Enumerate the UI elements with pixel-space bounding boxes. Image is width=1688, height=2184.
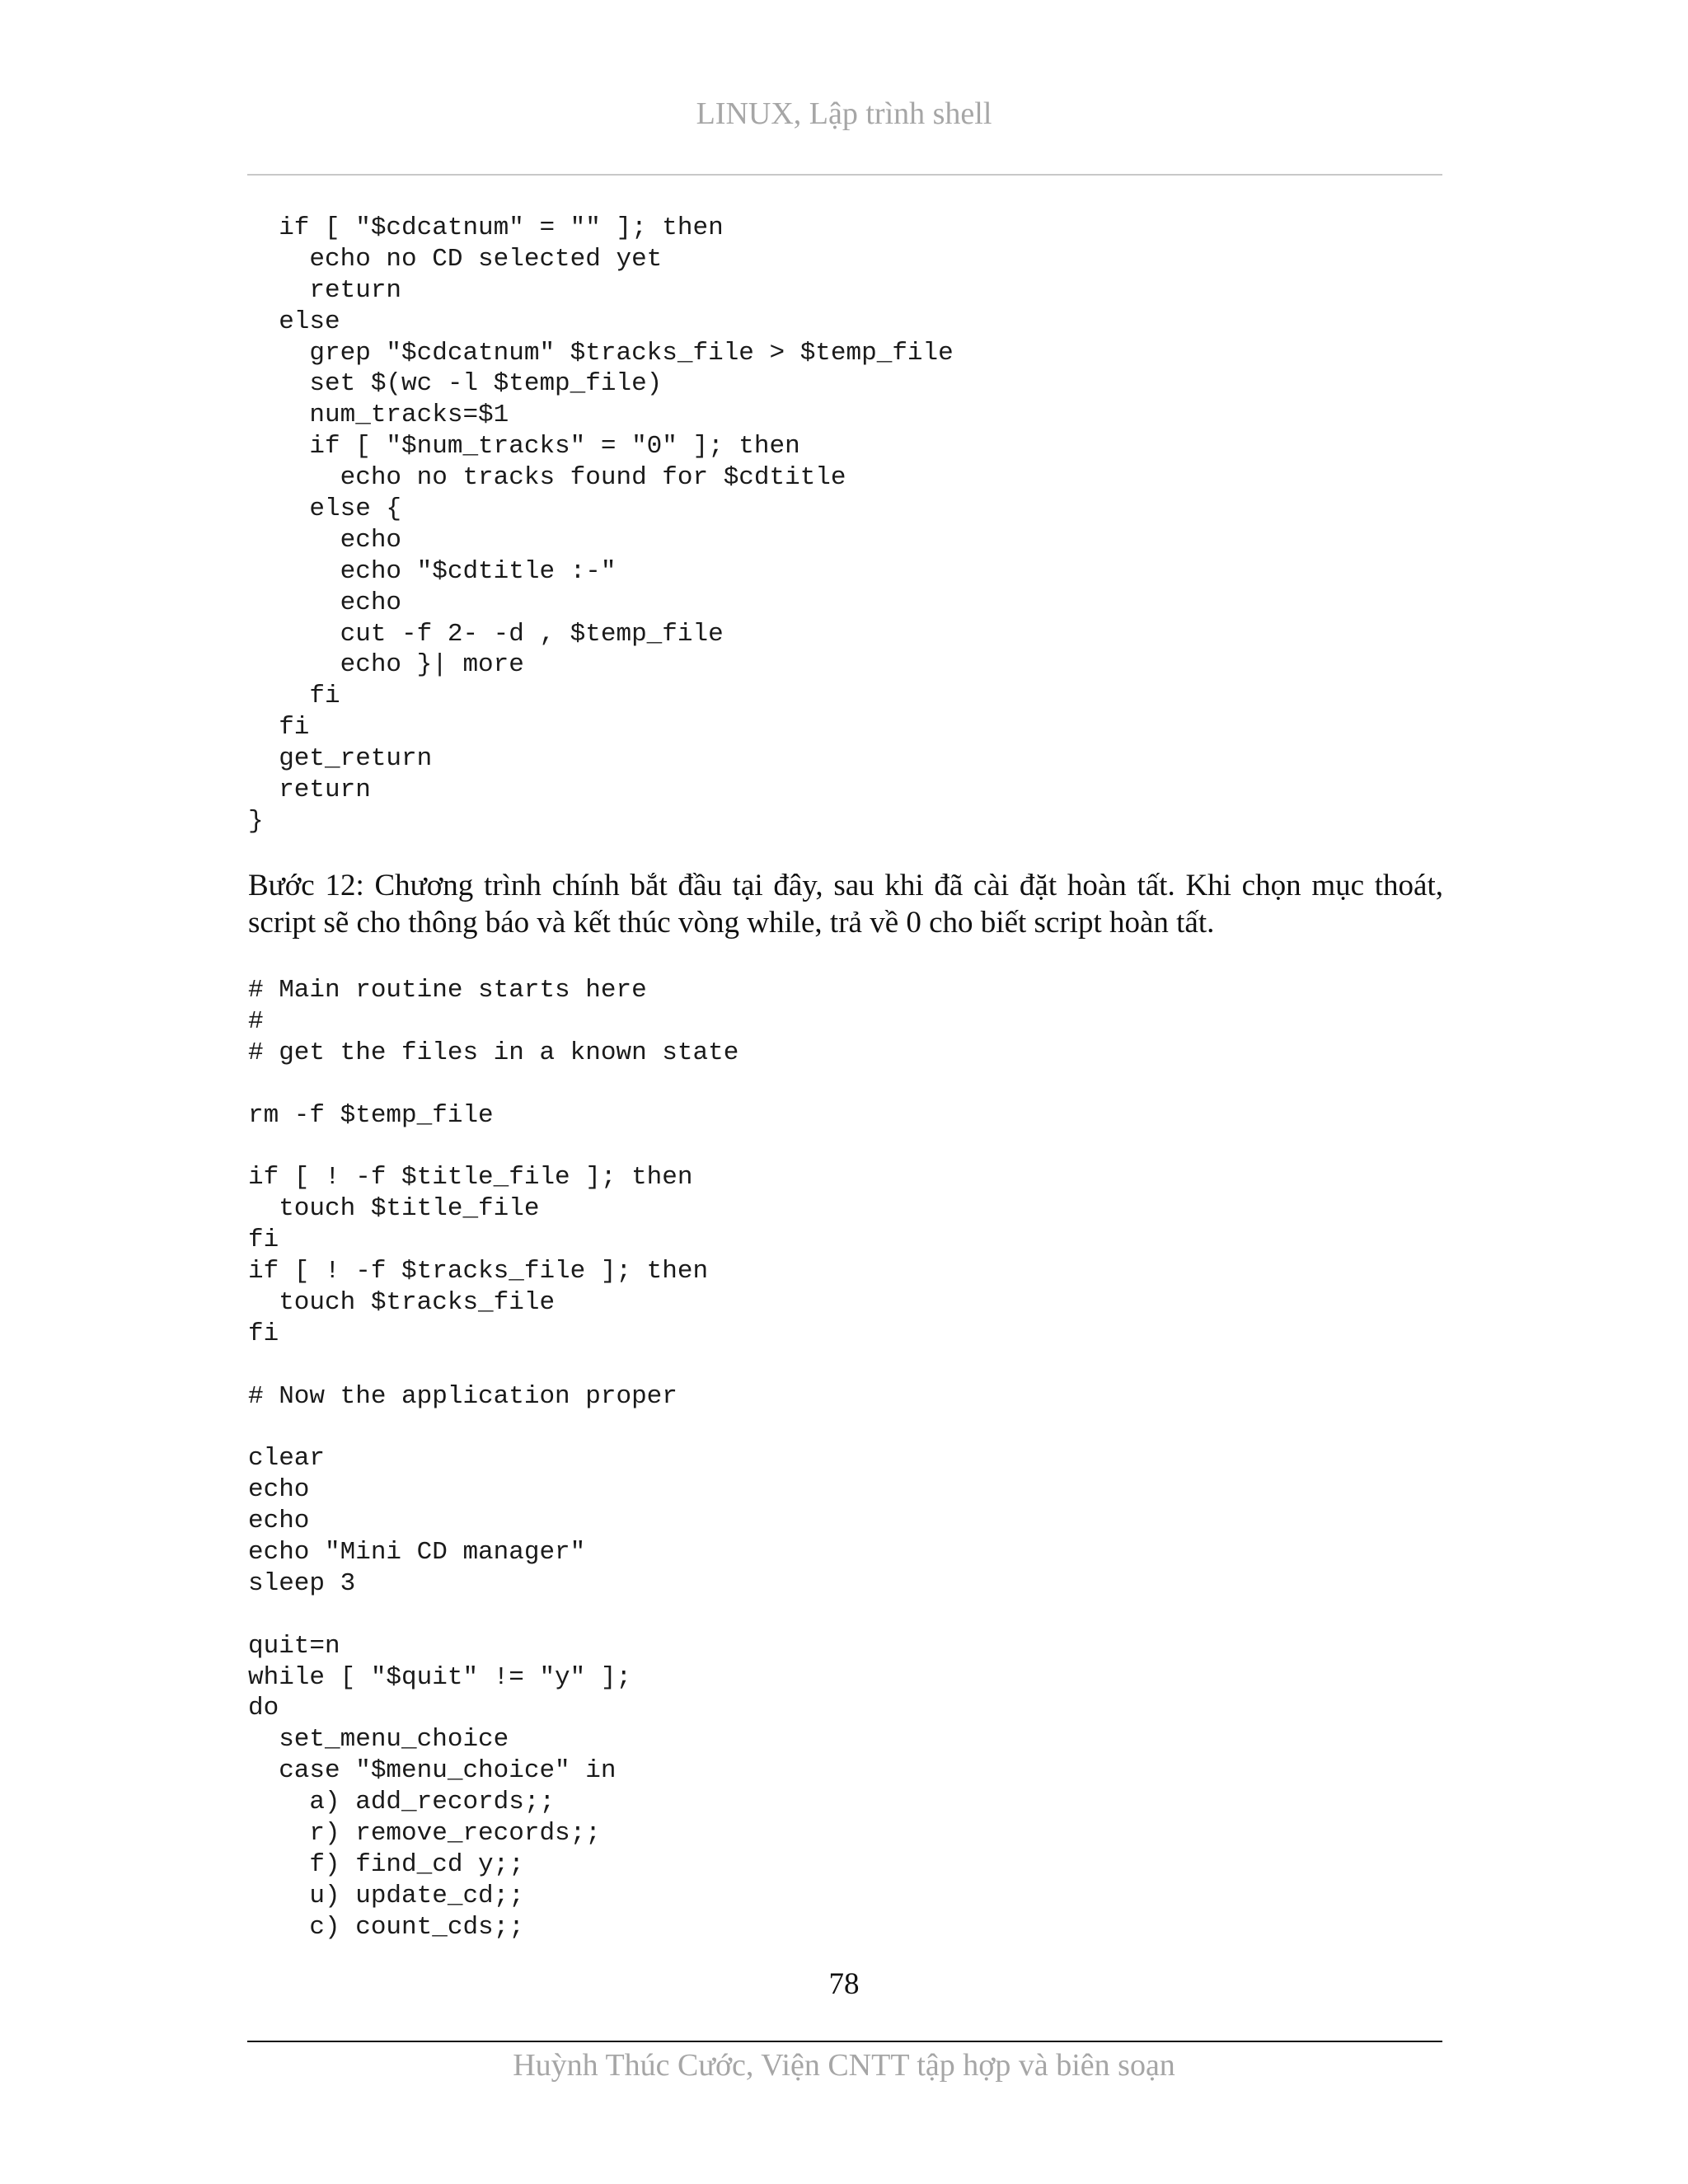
code-line: if [ ! -f $tracks_file ]; then <box>248 1257 709 1286</box>
code-line: quit=n <box>248 1631 340 1661</box>
code-line: # Main routine starts here <box>248 976 647 1005</box>
code-line: r) remove_records;; <box>248 1819 601 1849</box>
code-block-main <box>248 975 738 1943</box>
code-line: # <box>248 1006 264 1036</box>
code-line <box>248 1412 738 1443</box>
code-line: touch $title_file <box>248 1194 540 1224</box>
code-line: # get the files in a known state <box>248 1038 739 1067</box>
code-line: echo <box>248 1475 310 1505</box>
code-line: get_return <box>248 744 433 774</box>
code-line: echo }| more <box>248 650 524 680</box>
footer-credit: Huỳnh Thúc Cước, Viện CNTT tập hợp và biên soạn <box>513 2048 1175 2083</box>
code-line: echo no tracks found for $cdtitle <box>248 463 846 493</box>
code-line: touch $tracks_file <box>248 1287 556 1317</box>
code-line <box>248 1131 738 1162</box>
code-line: if [ "$num_tracks" = "0" ]; then <box>248 432 800 462</box>
code-line: a) add_records;; <box>248 1788 556 1817</box>
code-line: do <box>248 1694 279 1723</box>
code-line <box>248 1069 738 1100</box>
code-line: clear <box>248 1444 326 1474</box>
code-line: case "$menu_choice" in <box>248 1756 617 1786</box>
code-line: set $(wc -l $temp_file) <box>248 369 663 399</box>
page-number: 78 <box>828 1967 860 2001</box>
code-line: rm -f $temp_file <box>248 1100 494 1130</box>
code-block-top <box>248 213 954 837</box>
code-line: else { <box>248 494 402 524</box>
code-line: else <box>248 307 340 336</box>
code-line: } <box>248 806 264 836</box>
code-line: grep "$cdcatnum" $tracks_file > $temp_file <box>248 338 954 368</box>
code-line <box>248 1600 738 1631</box>
code-line: f) find_cd y;; <box>248 1849 524 1879</box>
code-line: num_tracks=$1 <box>248 401 509 430</box>
code-line: fi <box>248 1226 279 1255</box>
code-line: return <box>248 275 402 305</box>
header-divider <box>247 174 1442 176</box>
code-line: fi <box>248 682 340 711</box>
code-line: return <box>248 776 371 805</box>
code-line: echo <box>248 525 402 555</box>
code-line: echo "Mini CD manager" <box>248 1538 586 1568</box>
code-line: echo "$cdtitle :-" <box>248 556 617 586</box>
code-line: sleep 3 <box>248 1568 356 1598</box>
code-line: if [ "$cdcatnum" = "" ]; then <box>248 213 724 242</box>
header-title: LINUX, Lập trình shell <box>696 96 992 131</box>
footer-divider <box>247 2041 1442 2042</box>
code-line: fi <box>248 713 310 743</box>
code-line: while [ "$quit" != "y" ]; <box>248 1662 632 1692</box>
code-line: # Now the application proper <box>248 1381 678 1411</box>
code-line: echo <box>248 1507 310 1536</box>
code-line: if [ ! -f $title_file ]; then <box>248 1163 693 1193</box>
code-line: cut -f 2- -d , $temp_file <box>248 619 724 649</box>
code-line: u) update_cd;; <box>248 1881 524 1910</box>
code-line: set_menu_choice <box>248 1725 509 1755</box>
step-12-paragraph: Bước 12: Chương trình chính bắt đầu tại đây, sau khi đã cài đặt hoàn tất. Khi chọn mục thoát, script sẽ cho thông báo và kết thúc vòng while, trả về 0 cho biết script hoàn tất. <box>248 869 1443 940</box>
code-line: echo no CD selected yet <box>248 244 663 274</box>
code-line: echo <box>248 588 402 617</box>
code-line: fi <box>248 1319 279 1348</box>
code-line: c) count_cds;; <box>248 1912 524 1942</box>
code-line <box>248 1350 738 1381</box>
